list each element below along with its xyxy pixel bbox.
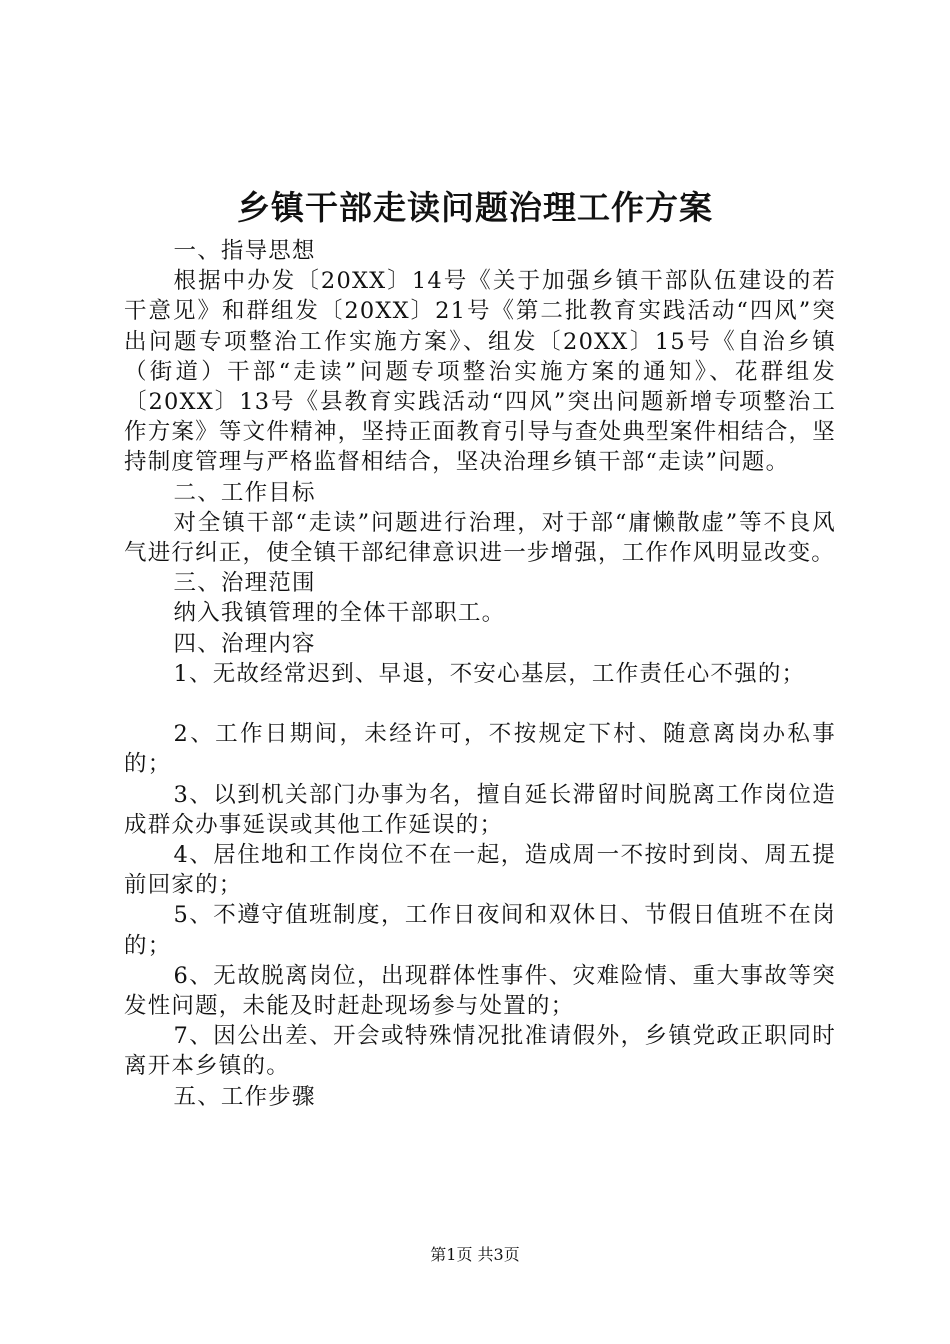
paragraph-basis: 根据中办发〔20XX〕14号《关于加强乡镇干部队伍建设的若干意见》和群组发〔20XX〕21号《第二批教育实践活动“四风”突出问题专项整治工作实施方案》、组发〔20XX〕15号《自治乡镇（街道）干部“走读”问题专项整治实施方案的通知》、花群组发〔20XX〕13号《县教育实践活动“四风”突出问题新增专项整治工作方案》等文件精神，坚持正面教育引导与查处典型案件相结合，坚持制度管理与严格监督相结合，坚决治理乡镇干部“走读”问题。 xyxy=(124,268,836,476)
document-body xyxy=(124,236,836,1112)
page-number: 第1页 共3页 xyxy=(430,1245,520,1264)
section-heading-content: 四、治理内容 xyxy=(173,630,316,657)
document-title: 乡镇干部走读问题治理工作方案 xyxy=(237,188,713,227)
list-item-6: 6、无故脱离岗位，出现群体性事件、灾难险情、重大事故等突发性问题，未能及时赶赴现场参与处置的； xyxy=(124,962,836,1020)
section-heading-steps: 五、工作步骤 xyxy=(173,1083,316,1110)
section-heading-work-goals: 二、工作目标 xyxy=(173,479,316,506)
list-item-5: 5、不遵守值班制度，工作日夜间和双休日、节假日值班不在岗的； xyxy=(124,902,836,959)
paragraph-goals: 对全镇干部“走读”问题进行治理，对于部“庸懒散虚”等不良风气进行纠正，使全镇干部纪律意识进一步增强，工作作风明显改变。 xyxy=(124,509,836,567)
paragraph-scope: 纳入我镇管理的全体干部职工。 xyxy=(173,600,506,627)
list-item-4: 4、居住地和工作岗位不在一起，造成周一不按时到岗、周五提前回家的； xyxy=(124,842,836,899)
list-item-3: 3、以到机关部门办事为名，擅自延长滞留时间脱离工作岗位造成群众办事延误或其他工作延误的； xyxy=(124,781,836,838)
list-item-7: 7、因公出差、开会或特殊情况批准请假外，乡镇党政正职同时离开本乡镇的。 xyxy=(124,1023,836,1080)
list-item-1: 1、无故经常迟到、早退，不安心基层，工作责任心不强的； xyxy=(173,660,806,687)
section-heading-scope: 三、治理范围 xyxy=(173,570,316,597)
section-heading-guiding-ideology: 一、指导思想 xyxy=(173,238,316,264)
list-item-2: 2、工作日期间，未经许可，不按规定下村、随意离岗办私事的； xyxy=(124,721,836,778)
